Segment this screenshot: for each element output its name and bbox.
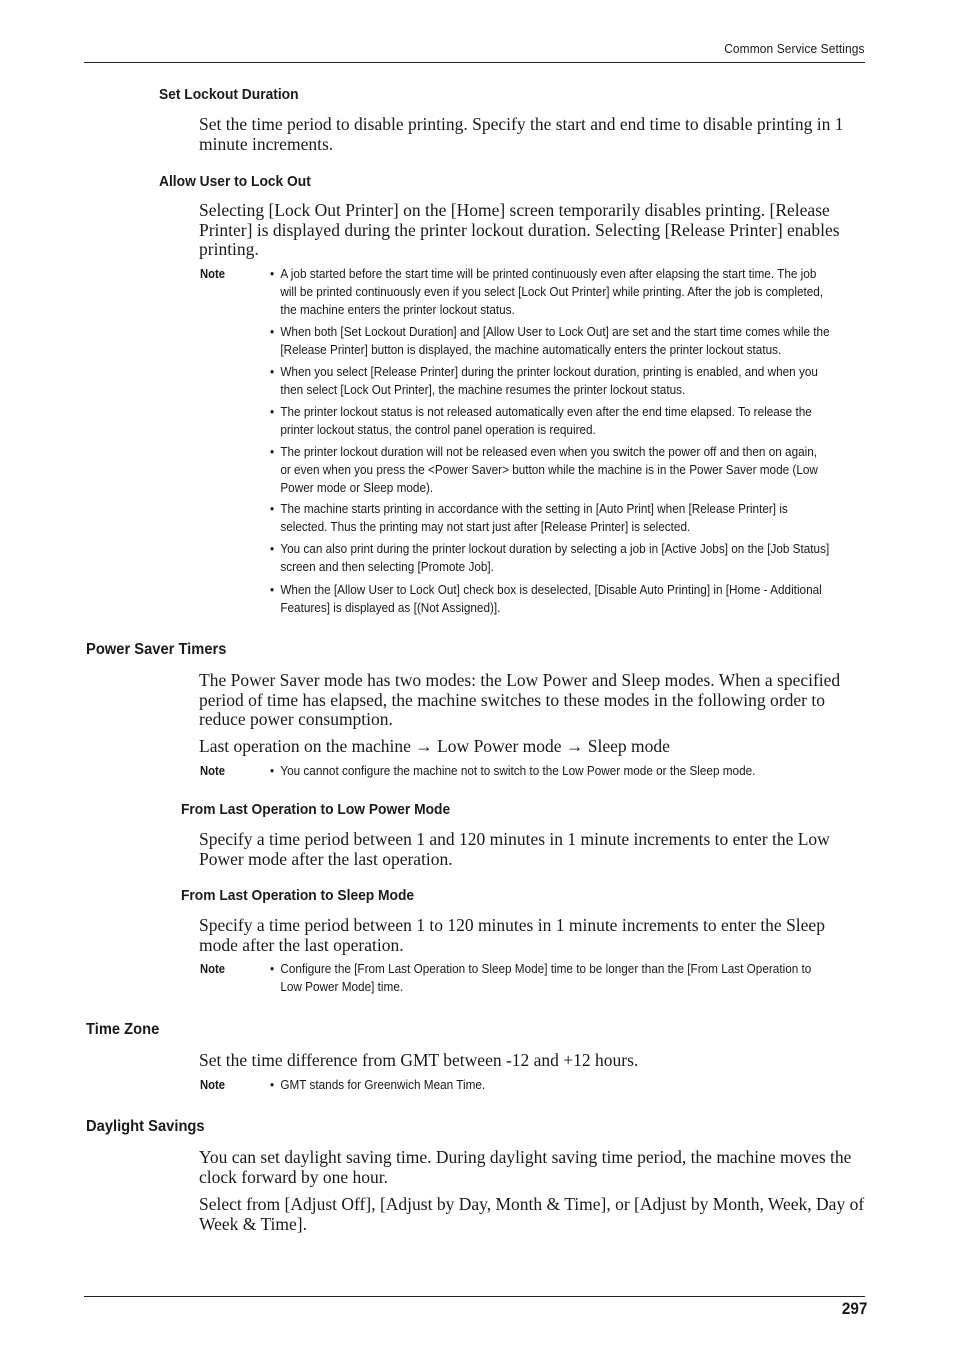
note-bullet: • When both [Set Lockout Duration] and [Allow User to Lock Out] are set and the start time comes while the [Release Printer] button is displayed, the machine automatically enters the printer lockout status. [270,325,830,357]
note-label: Note [200,1078,226,1092]
heading-allow-user-lock-out: Allow User to Lock Out [159,173,311,190]
low-power-body: Specify a time period between 1 and 120 minutes in 1 minute increments to enter the Low Power mode after the last operation. [199,829,830,869]
set-lockout-body: Set the time period to disable printing. Specify the start and end time to disable printing in 1 minute increments. [199,114,844,154]
bullet-dot: • [270,962,275,976]
bullet-dot: • [270,325,275,339]
running-header: Common Service Settings [724,41,865,56]
note-bullet: • The printer lockout duration will not be released even when you switch the power off and then on again, or even when you press the <Power Saver> button while the machine is in the Power Saver mode (Low Power mode or Sleep mode). [270,445,818,495]
note-label: Note [200,267,226,281]
power-saver-sequence: Last operation on the machine → Low Power mode → Sleep mode [199,736,670,756]
footer-rule [84,1296,865,1297]
bullet-dot: • [270,764,275,778]
heading-daylight-savings: Daylight Savings [86,1118,205,1135]
heading-low-power-mode: From Last Operation to Low Power Mode [181,801,451,818]
note-bullet: • You cannot configure the machine not to switch to the Low Power mode or the Sleep mode. [270,763,830,781]
bullet-dot: • [270,1078,275,1092]
sleep-mode-body: Specify a time period between 1 to 120 minutes in 1 minute increments to enter the Sleep mode after the last operation. [199,915,825,955]
note-bullet: • A job started before the start time will be printed continuously even after elapsing the start time. The job will be printed continuously even if you select [Lock Out Printer] while printing. After the job is completed, the machine enters the printer lockout status. [270,267,824,317]
bullet-dot: • [270,267,275,281]
note-bullet: • The printer lockout status is not released automatically even after the end time elapsed. To release the printer lockout status, the control panel operation is required. [270,405,812,437]
heading-power-saver-timers: Power Saver Timers [86,641,227,658]
bullet-dot: • [270,365,275,379]
daylight-body-1: You can set daylight saving time. During daylight saving time period, the machine moves the clock forward by one hour. [199,1147,852,1187]
power-saver-body: The Power Saver mode has two modes: the Low Power and Sleep modes. When a specified period of time has elapsed, the machine switches to these modes in the following order to reduce power consumption. [199,670,841,729]
note-label: Note [200,962,226,976]
allow-lock-body: Selecting [Lock Out Printer] on the [Home] screen temporarily disables printing. [Release Printer] is displayed during the printer lockout duration. Selecting [Release Printer] enables printing. [199,200,840,259]
note-bullet: • You can also print during the printer lockout duration by selecting a job in [Active Jobs] on the [Job Status] screen and then selecting [Promote Job]. [270,542,830,574]
bullet-dot: • [270,445,275,459]
note-bullet: • When you select [Release Printer] during the printer lockout duration, printing is enabled, and when you then select [Lock Out Printer], the machine resumes the printer lockout status. [270,365,818,397]
note-bullet: • The machine starts printing in accordance with the setting in [Auto Print] when [Release Printer] is selected. Thus the printing may not start just after [Release Printer] is selected. [270,502,788,534]
header-rule [84,62,865,63]
daylight-body-2: Select from [Adjust Off], [Adjust by Day, Month & Time], or [Adjust by Month, Week, Day of Week & Time]. [199,1194,865,1234]
bullet-dot: • [270,502,275,516]
note-bullet: • Configure the [From Last Operation to Sleep Mode] time to be longer than the [From Last Operation to Low Power Mode] time. [270,962,812,994]
note-bullet: • When the [Allow User to Lock Out] check box is deselected, [Disable Auto Printing] in [Home - Additional Features] is displayed as [(Not Assigned)]. [270,583,822,615]
bullet-dot: • [270,542,275,556]
heading-sleep-mode: From Last Operation to Sleep Mode [181,887,415,904]
heading-time-zone: Time Zone [86,1021,160,1038]
note-bullet: • GMT stands for Greenwich Mean Time. [270,1077,830,1095]
bullet-dot: • [270,583,275,597]
note-label: Note [200,764,226,778]
heading-set-lockout-duration: Set Lockout Duration [159,86,299,103]
bullet-dot: • [270,405,275,419]
page-number: 297 [841,1299,867,1318]
time-zone-body: Set the time difference from GMT between -12 and +12 hours. [199,1050,639,1070]
